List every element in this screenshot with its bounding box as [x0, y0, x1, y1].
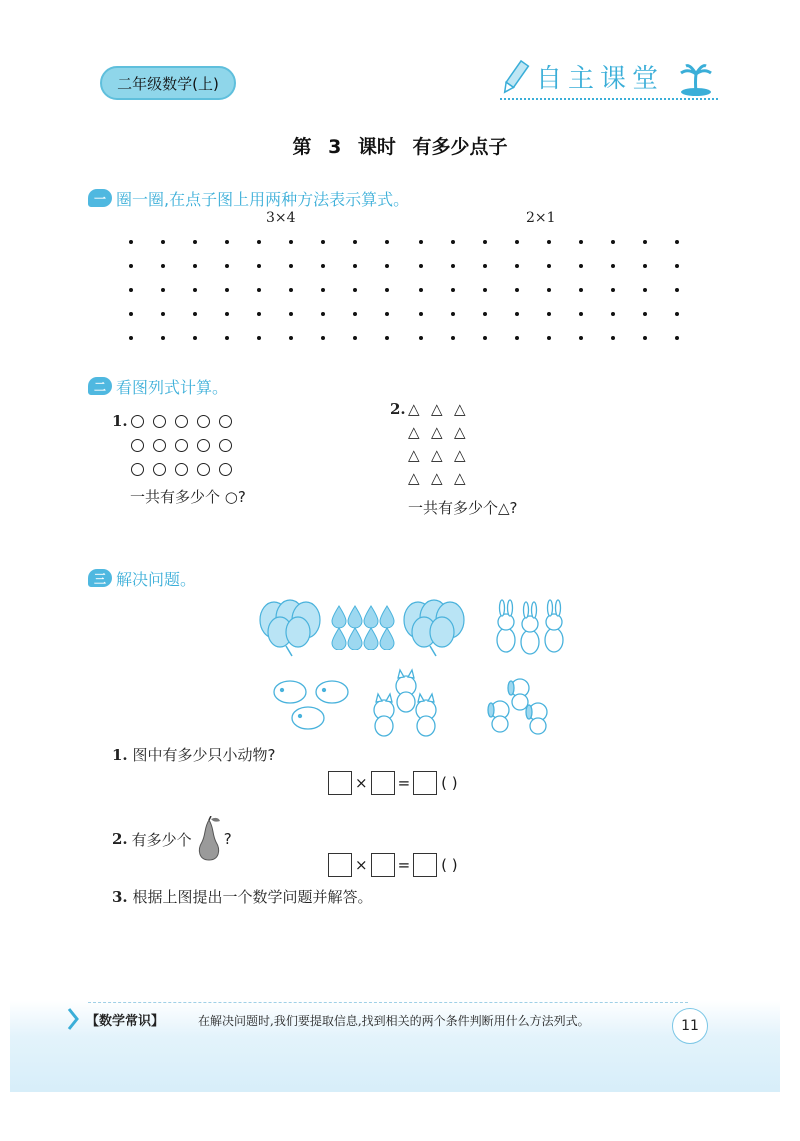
dot	[385, 302, 417, 326]
dot	[451, 254, 483, 278]
circle-shape	[153, 415, 175, 439]
circle-shape	[197, 415, 219, 439]
dot	[321, 230, 353, 254]
dot	[257, 326, 289, 350]
circle-shape	[131, 415, 153, 439]
circle-grid	[131, 415, 241, 487]
circle-shape	[175, 415, 197, 439]
dot	[161, 254, 193, 278]
dot	[257, 254, 289, 278]
triangle-shape: △	[431, 423, 443, 441]
dot	[419, 230, 451, 254]
circle-shape	[175, 463, 197, 487]
tip-label: 【数学常识】	[86, 1014, 165, 1029]
section3-heading	[88, 566, 196, 590]
problem2-number: 2.	[390, 400, 406, 418]
dot	[353, 278, 385, 302]
dot	[129, 254, 161, 278]
dot	[193, 230, 225, 254]
equation-row-2	[328, 853, 458, 877]
dot	[321, 326, 353, 350]
circle-shape	[131, 439, 153, 463]
triangle-shape: △	[431, 469, 443, 487]
section1-heading	[88, 186, 409, 210]
dot	[289, 302, 321, 326]
circle-shape	[131, 463, 153, 487]
dot	[385, 278, 417, 302]
dot	[289, 254, 321, 278]
dot	[225, 254, 257, 278]
answer-box-2a[interactable]	[328, 853, 352, 877]
dot	[353, 326, 385, 350]
triangle-shape: △	[431, 400, 443, 418]
dot	[225, 326, 257, 350]
dot	[385, 254, 417, 278]
dot	[321, 254, 353, 278]
dot	[611, 302, 643, 326]
triangle-shape: △	[408, 446, 420, 464]
cats-group-image	[366, 668, 450, 740]
dot	[193, 278, 225, 302]
dot	[579, 230, 611, 254]
dot	[515, 254, 547, 278]
times-sign: ×	[355, 774, 368, 792]
dot	[193, 326, 225, 350]
triangle-shape: △	[431, 446, 443, 464]
answer-box-2b[interactable]	[371, 853, 395, 877]
dot	[483, 278, 515, 302]
dot	[257, 278, 289, 302]
dot	[353, 230, 385, 254]
dot	[515, 302, 547, 326]
dot	[129, 278, 161, 302]
triangle-grid	[408, 400, 477, 492]
circle-shape	[219, 439, 241, 463]
problem1-number: 1.	[112, 412, 128, 430]
answer-box-1a[interactable]	[328, 771, 352, 795]
q3: 3. 根据上图提出一个数学问题并解答。	[112, 888, 373, 906]
expression-2: 2×1	[526, 210, 556, 226]
dot	[515, 230, 547, 254]
triangle-shape: △	[454, 400, 466, 418]
dot	[451, 278, 483, 302]
circle-shape	[219, 415, 241, 439]
dot	[643, 230, 675, 254]
dot	[225, 302, 257, 326]
dot	[193, 254, 225, 278]
answer-box-2c[interactable]	[413, 853, 437, 877]
dot	[451, 230, 483, 254]
section1-instruction: 圈一圈,在点子图上用两种方法表示算式。	[116, 189, 410, 209]
dot	[643, 254, 675, 278]
dot	[321, 302, 353, 326]
dot	[675, 326, 707, 350]
q1: 1. 图中有多少只小动物?	[112, 746, 276, 764]
section2-heading	[88, 374, 228, 398]
dot	[129, 230, 161, 254]
pear-icon	[194, 816, 224, 862]
brand-text: 自主课堂	[536, 64, 665, 94]
dot	[257, 230, 289, 254]
dot	[129, 326, 161, 350]
dot	[547, 230, 579, 254]
circle-shape	[175, 439, 197, 463]
dot	[579, 278, 611, 302]
dot	[451, 326, 483, 350]
equals-sign: =	[397, 774, 411, 792]
dot	[483, 326, 515, 350]
dot	[483, 230, 515, 254]
answer-box-1c[interactable]	[413, 771, 437, 795]
dot	[547, 302, 579, 326]
pencil-icon	[498, 58, 530, 98]
dot	[451, 302, 483, 326]
dot	[193, 302, 225, 326]
dot	[161, 326, 193, 350]
page-number: 11	[672, 1008, 708, 1044]
dot	[419, 302, 451, 326]
drops-group-image	[330, 604, 396, 650]
dogs-group-image	[484, 674, 558, 736]
dot	[579, 302, 611, 326]
lesson-title: 第 3 课时 有多少点子	[292, 136, 508, 158]
section3-instruction: 解决问题。	[116, 569, 197, 589]
dot	[611, 278, 643, 302]
dot	[611, 254, 643, 278]
triangle-shape: △	[454, 446, 466, 464]
times-sign: ×	[355, 856, 368, 874]
circle-shape	[153, 439, 175, 463]
dot	[515, 326, 547, 350]
triangle-shape: △	[408, 400, 420, 418]
dot	[225, 230, 257, 254]
equation-row-1	[328, 771, 458, 795]
dot	[419, 326, 451, 350]
answer-box-1b[interactable]	[371, 771, 395, 795]
dot	[611, 230, 643, 254]
dot	[675, 278, 707, 302]
triangle-shape: △	[408, 469, 420, 487]
dot	[643, 278, 675, 302]
section2-instruction: 看图列式计算。	[116, 377, 229, 397]
circle-shape	[197, 463, 219, 487]
triangle-shape: △	[408, 423, 420, 441]
dot	[547, 326, 579, 350]
dot	[483, 302, 515, 326]
dot	[675, 230, 707, 254]
dot	[289, 230, 321, 254]
brand-logo	[498, 58, 718, 102]
dot	[643, 326, 675, 350]
dot	[419, 278, 451, 302]
chevron-right-icon	[66, 1006, 80, 1032]
dot	[321, 278, 353, 302]
section3-badge: 三	[88, 569, 112, 587]
dot	[257, 302, 289, 326]
tip-text: 在解决问题时,我们要提取信息,找到相关的两个条件判断用什么方法列式。	[198, 1014, 590, 1028]
dot	[161, 278, 193, 302]
dot	[547, 254, 579, 278]
dot	[289, 326, 321, 350]
dot	[385, 230, 417, 254]
dot-grid-right[interactable]	[419, 230, 707, 350]
dot	[129, 302, 161, 326]
palm-tree-icon	[678, 62, 714, 98]
dot	[483, 254, 515, 278]
dot	[515, 278, 547, 302]
dot	[643, 302, 675, 326]
dot	[353, 254, 385, 278]
dot	[579, 326, 611, 350]
circle-shape	[219, 463, 241, 487]
equals-sign: =	[397, 856, 411, 874]
circle-shape	[197, 439, 219, 463]
pears-group-1-image	[256, 598, 326, 658]
unit-parentheses[interactable]: ( )	[441, 774, 458, 792]
grade-badge: 二年级数学(上)	[100, 66, 236, 100]
problem1-question: 一共有多少个 ○?	[130, 488, 246, 506]
dot	[547, 278, 579, 302]
dot	[353, 302, 385, 326]
dot	[419, 254, 451, 278]
dot	[225, 278, 257, 302]
dot	[385, 326, 417, 350]
brand-underline	[500, 98, 718, 100]
section2-badge: 二	[88, 377, 112, 395]
dot	[611, 326, 643, 350]
section1-badge: 一	[88, 189, 112, 207]
dot	[161, 302, 193, 326]
dot	[675, 302, 707, 326]
q2: 2. 有多少个 ?	[112, 816, 232, 862]
triangle-shape: △	[454, 423, 466, 441]
pears-group-2-image	[400, 598, 470, 658]
problem2-question: 一共有多少个△?	[408, 499, 518, 517]
dot	[161, 230, 193, 254]
pigs-group-image	[268, 674, 358, 736]
circle-shape	[153, 463, 175, 487]
dot	[675, 254, 707, 278]
dot	[289, 278, 321, 302]
dot	[579, 254, 611, 278]
footer-divider	[88, 1002, 688, 1003]
dot-grid-left[interactable]	[129, 230, 417, 350]
triangle-shape: △	[454, 469, 466, 487]
expression-1: 3×4	[266, 210, 296, 226]
rabbits-group-image	[488, 598, 578, 660]
unit-parentheses[interactable]: ( )	[441, 856, 458, 874]
